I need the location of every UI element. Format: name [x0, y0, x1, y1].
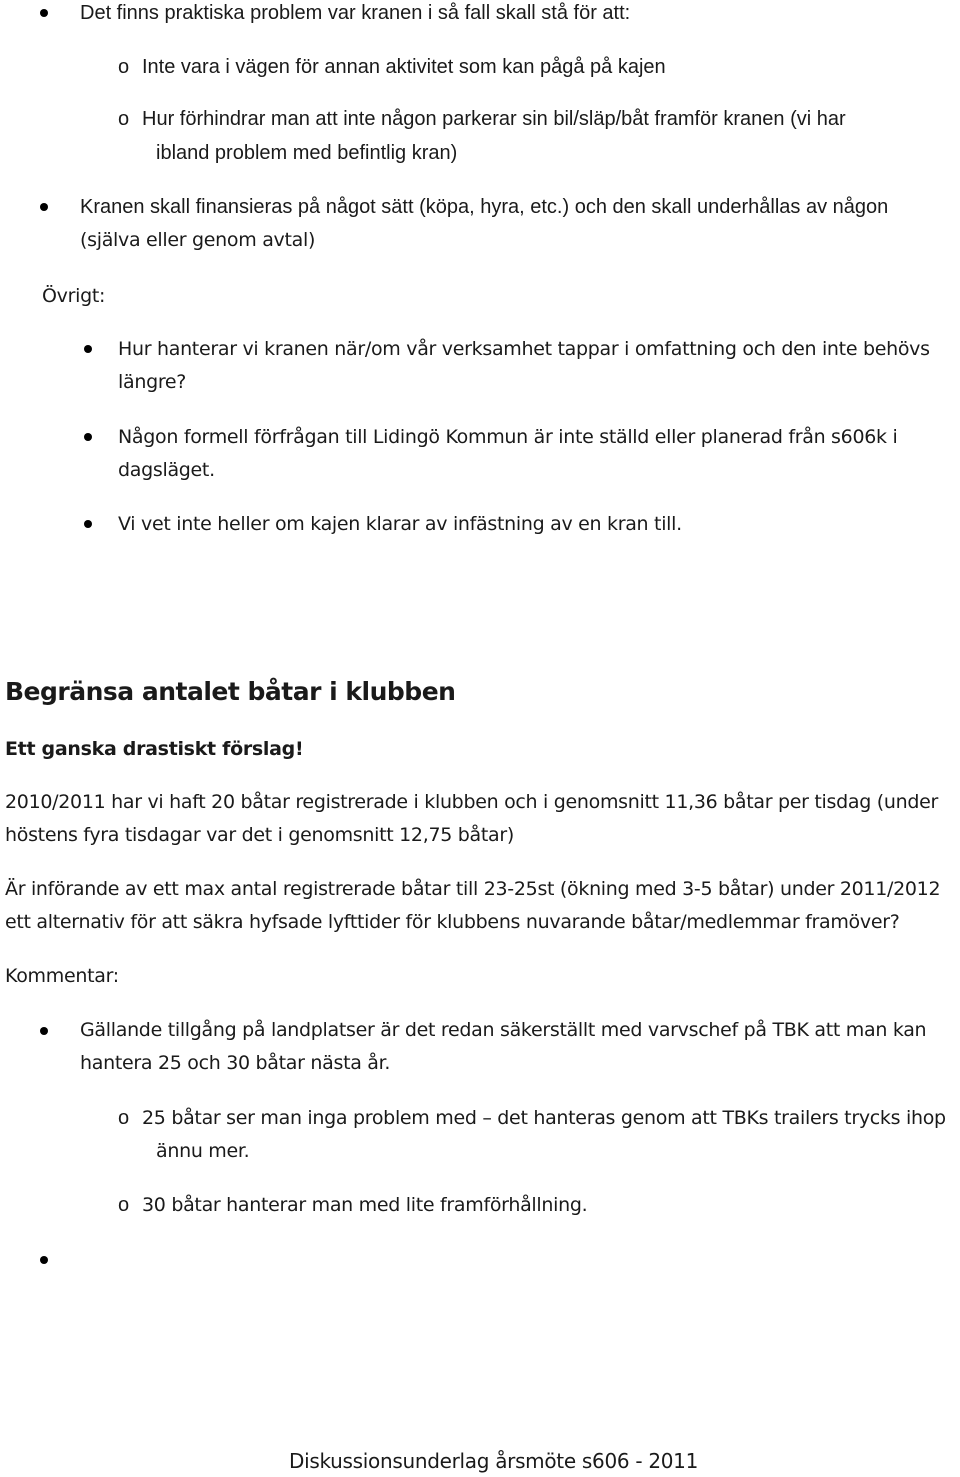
bullet-text: Kranen skall finansieras på något sätt (köpa, hyra, etc.) och den skall underhållas av någon: [80, 196, 889, 218]
paragraph-text: 2010/2011 har vi haft 20 båtar registrerade i klubben och i genomsnitt 11,36 båtar per tisdag (under: [5, 791, 938, 813]
section-subheading: Ett ganska drastiskt förslag!: [5, 738, 304, 760]
sub-bullet-text: ibland problem med befintlig kran): [156, 142, 458, 164]
comment-label: Kommentar:: [5, 965, 119, 987]
bullet-text: Gällande tillgång på landplatser är det redan säkerställt med varvschef på TBK att man kan: [80, 1019, 927, 1041]
sub-bullet-text: 30 båtar hanterar man med lite framförhållning.: [142, 1194, 588, 1216]
paragraph-text: Är införande av ett max antal registrerade båtar till 23-25st (ökning med 3-5 båtar) under 2011/2012: [5, 878, 941, 900]
sub-bullet-marker: o: [118, 1107, 130, 1129]
bullet-text: Någon formell förfrågan till Lidingö Kommun är inte ställd eller planerad från s606k i: [118, 426, 898, 448]
section-heading: Begränsa antalet båtar i klubben: [5, 677, 456, 706]
sub-bullet-text: 25 båtar ser man inga problem med – det hanteras genom att TBKs trailers trycks ihop: [142, 1107, 946, 1129]
bullet-icon: [84, 345, 92, 353]
sub-bullet-marker: o: [118, 108, 130, 130]
page-footer: Diskussionsunderlag årsmöte s606 - 2011: [289, 1449, 699, 1473]
paragraph-text: ett alternativ för att säkra hyfsade lyfttider för klubbens nuvarande båtar/medlemmar framöver?: [5, 911, 900, 933]
bullet-text: Hur hanterar vi kranen när/om vår verksamhet tappar i omfattning och den inte behövs: [118, 338, 930, 360]
bullet-text: dagsläget.: [118, 459, 215, 481]
bullet-icon: [40, 9, 48, 17]
sub-bullet-text: Hur förhindrar man att inte någon parkerar sin bil/släp/båt framför kranen (vi har: [142, 108, 846, 130]
bullet-icon: [40, 1256, 48, 1264]
bullet-icon: [40, 1027, 48, 1035]
bullet-text: (själva eller genom avtal): [80, 229, 316, 251]
bullet-icon: [84, 520, 92, 528]
bullet-text: Vi vet inte heller om kajen klarar av infästning av en kran till.: [118, 513, 682, 535]
bullet-icon: [40, 203, 48, 211]
sub-bullet-marker: o: [118, 56, 130, 78]
ovrigt-label: Övrigt:: [42, 285, 106, 307]
bullet-icon: [84, 433, 92, 441]
sub-bullet-text: Inte vara i vägen för annan aktivitet som kan pågå på kajen: [142, 56, 666, 78]
sub-bullet-text: ännu mer.: [156, 1140, 250, 1162]
sub-bullet-marker: o: [118, 1194, 130, 1216]
bullet-text: Det finns praktiska problem var kranen i så fall skall stå för att:: [80, 2, 631, 24]
bullet-text: hantera 25 och 30 båtar nästa år.: [80, 1052, 391, 1074]
bullet-text: längre?: [118, 371, 187, 393]
paragraph-text: höstens fyra tisdagar var det i genomsnitt 12,75 båtar): [5, 824, 514, 846]
